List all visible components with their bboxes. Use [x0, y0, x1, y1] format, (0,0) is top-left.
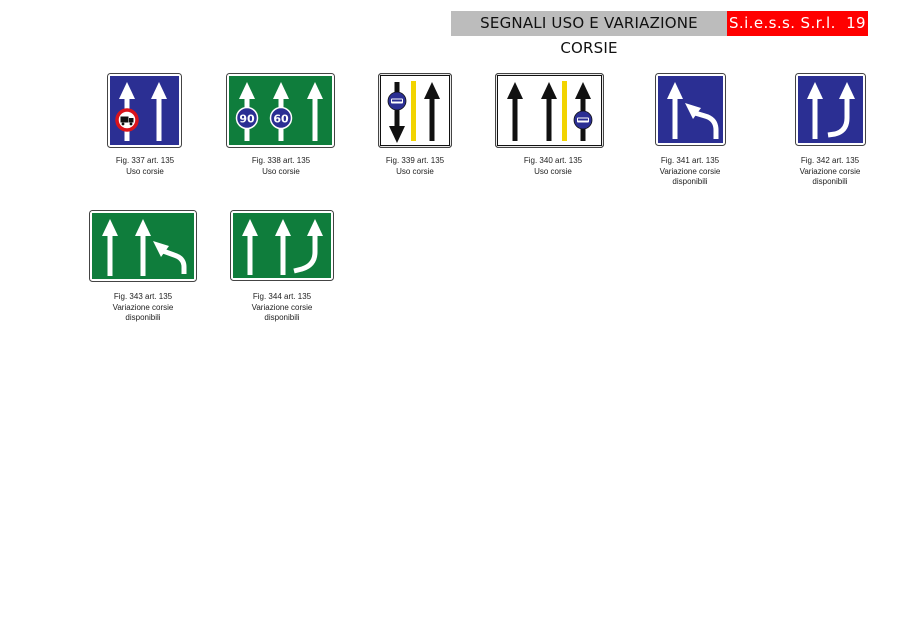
- caption-fig: Fig. 341 art. 135: [660, 156, 720, 165]
- brand-name: S.i.e.s.s. S.r.l.: [729, 14, 836, 32]
- sign-caption: [78, 292, 208, 324]
- sign-caption: [217, 292, 347, 324]
- caption-fig: Fig. 342 art. 135: [800, 156, 860, 165]
- caption-desc: disponibili: [264, 313, 300, 322]
- three-lanes-merge-right-green-sign: [230, 210, 334, 281]
- caption-fig: Fig. 340 art. 135: [523, 156, 583, 165]
- brand-badge: [727, 11, 868, 36]
- caption-desc: Variazione corsie: [112, 302, 174, 312]
- caption-fig: Fig. 339 art. 135: [385, 156, 445, 165]
- caption-desc: disponibili: [672, 177, 708, 186]
- caption-desc: Uso corsie: [396, 166, 434, 176]
- two-way-lanes-white-sign: [378, 73, 452, 148]
- caption-desc: Variazione corsie: [251, 302, 313, 312]
- speed-label: 90: [239, 112, 255, 126]
- two-lanes-truck-prohibition-blue-sign: [107, 73, 182, 148]
- three-lanes-speed-limits-green-sign: [226, 73, 335, 148]
- caption-desc: disponibili: [812, 177, 848, 186]
- caption-desc: disponibili: [125, 313, 161, 322]
- sign-caption: [765, 156, 895, 188]
- caption-desc: Variazione corsie: [799, 166, 861, 176]
- caption-fig: Fig. 338 art. 135: [251, 156, 311, 165]
- sign-caption: [625, 156, 755, 188]
- sign-caption: [216, 156, 346, 177]
- caption-desc: Uso corsie: [534, 166, 572, 176]
- caption-fig: Fig. 337 art. 135: [115, 156, 175, 165]
- page-title: SEGNALI USO E VARIAZIONE CORSIE: [451, 11, 727, 36]
- lane-merge-right-blue-sign: [795, 73, 866, 146]
- caption-fig: Fig. 344 art. 135: [252, 292, 312, 301]
- sign-caption: [488, 156, 618, 177]
- sign-caption: [80, 156, 210, 177]
- three-lanes-reserved-lane-white-sign: [495, 73, 604, 148]
- three-lanes-merge-left-green-sign: [89, 210, 197, 282]
- caption-desc: Uso corsie: [262, 166, 300, 176]
- caption-fig: Fig. 343 art. 135: [113, 292, 173, 301]
- caption-desc: Uso corsie: [126, 166, 164, 176]
- caption-desc: Variazione corsie: [659, 166, 721, 176]
- speed-label: 60: [273, 112, 289, 126]
- lane-merge-left-blue-sign: [655, 73, 726, 146]
- page-number: 19: [846, 14, 866, 32]
- sign-caption: [350, 156, 480, 177]
